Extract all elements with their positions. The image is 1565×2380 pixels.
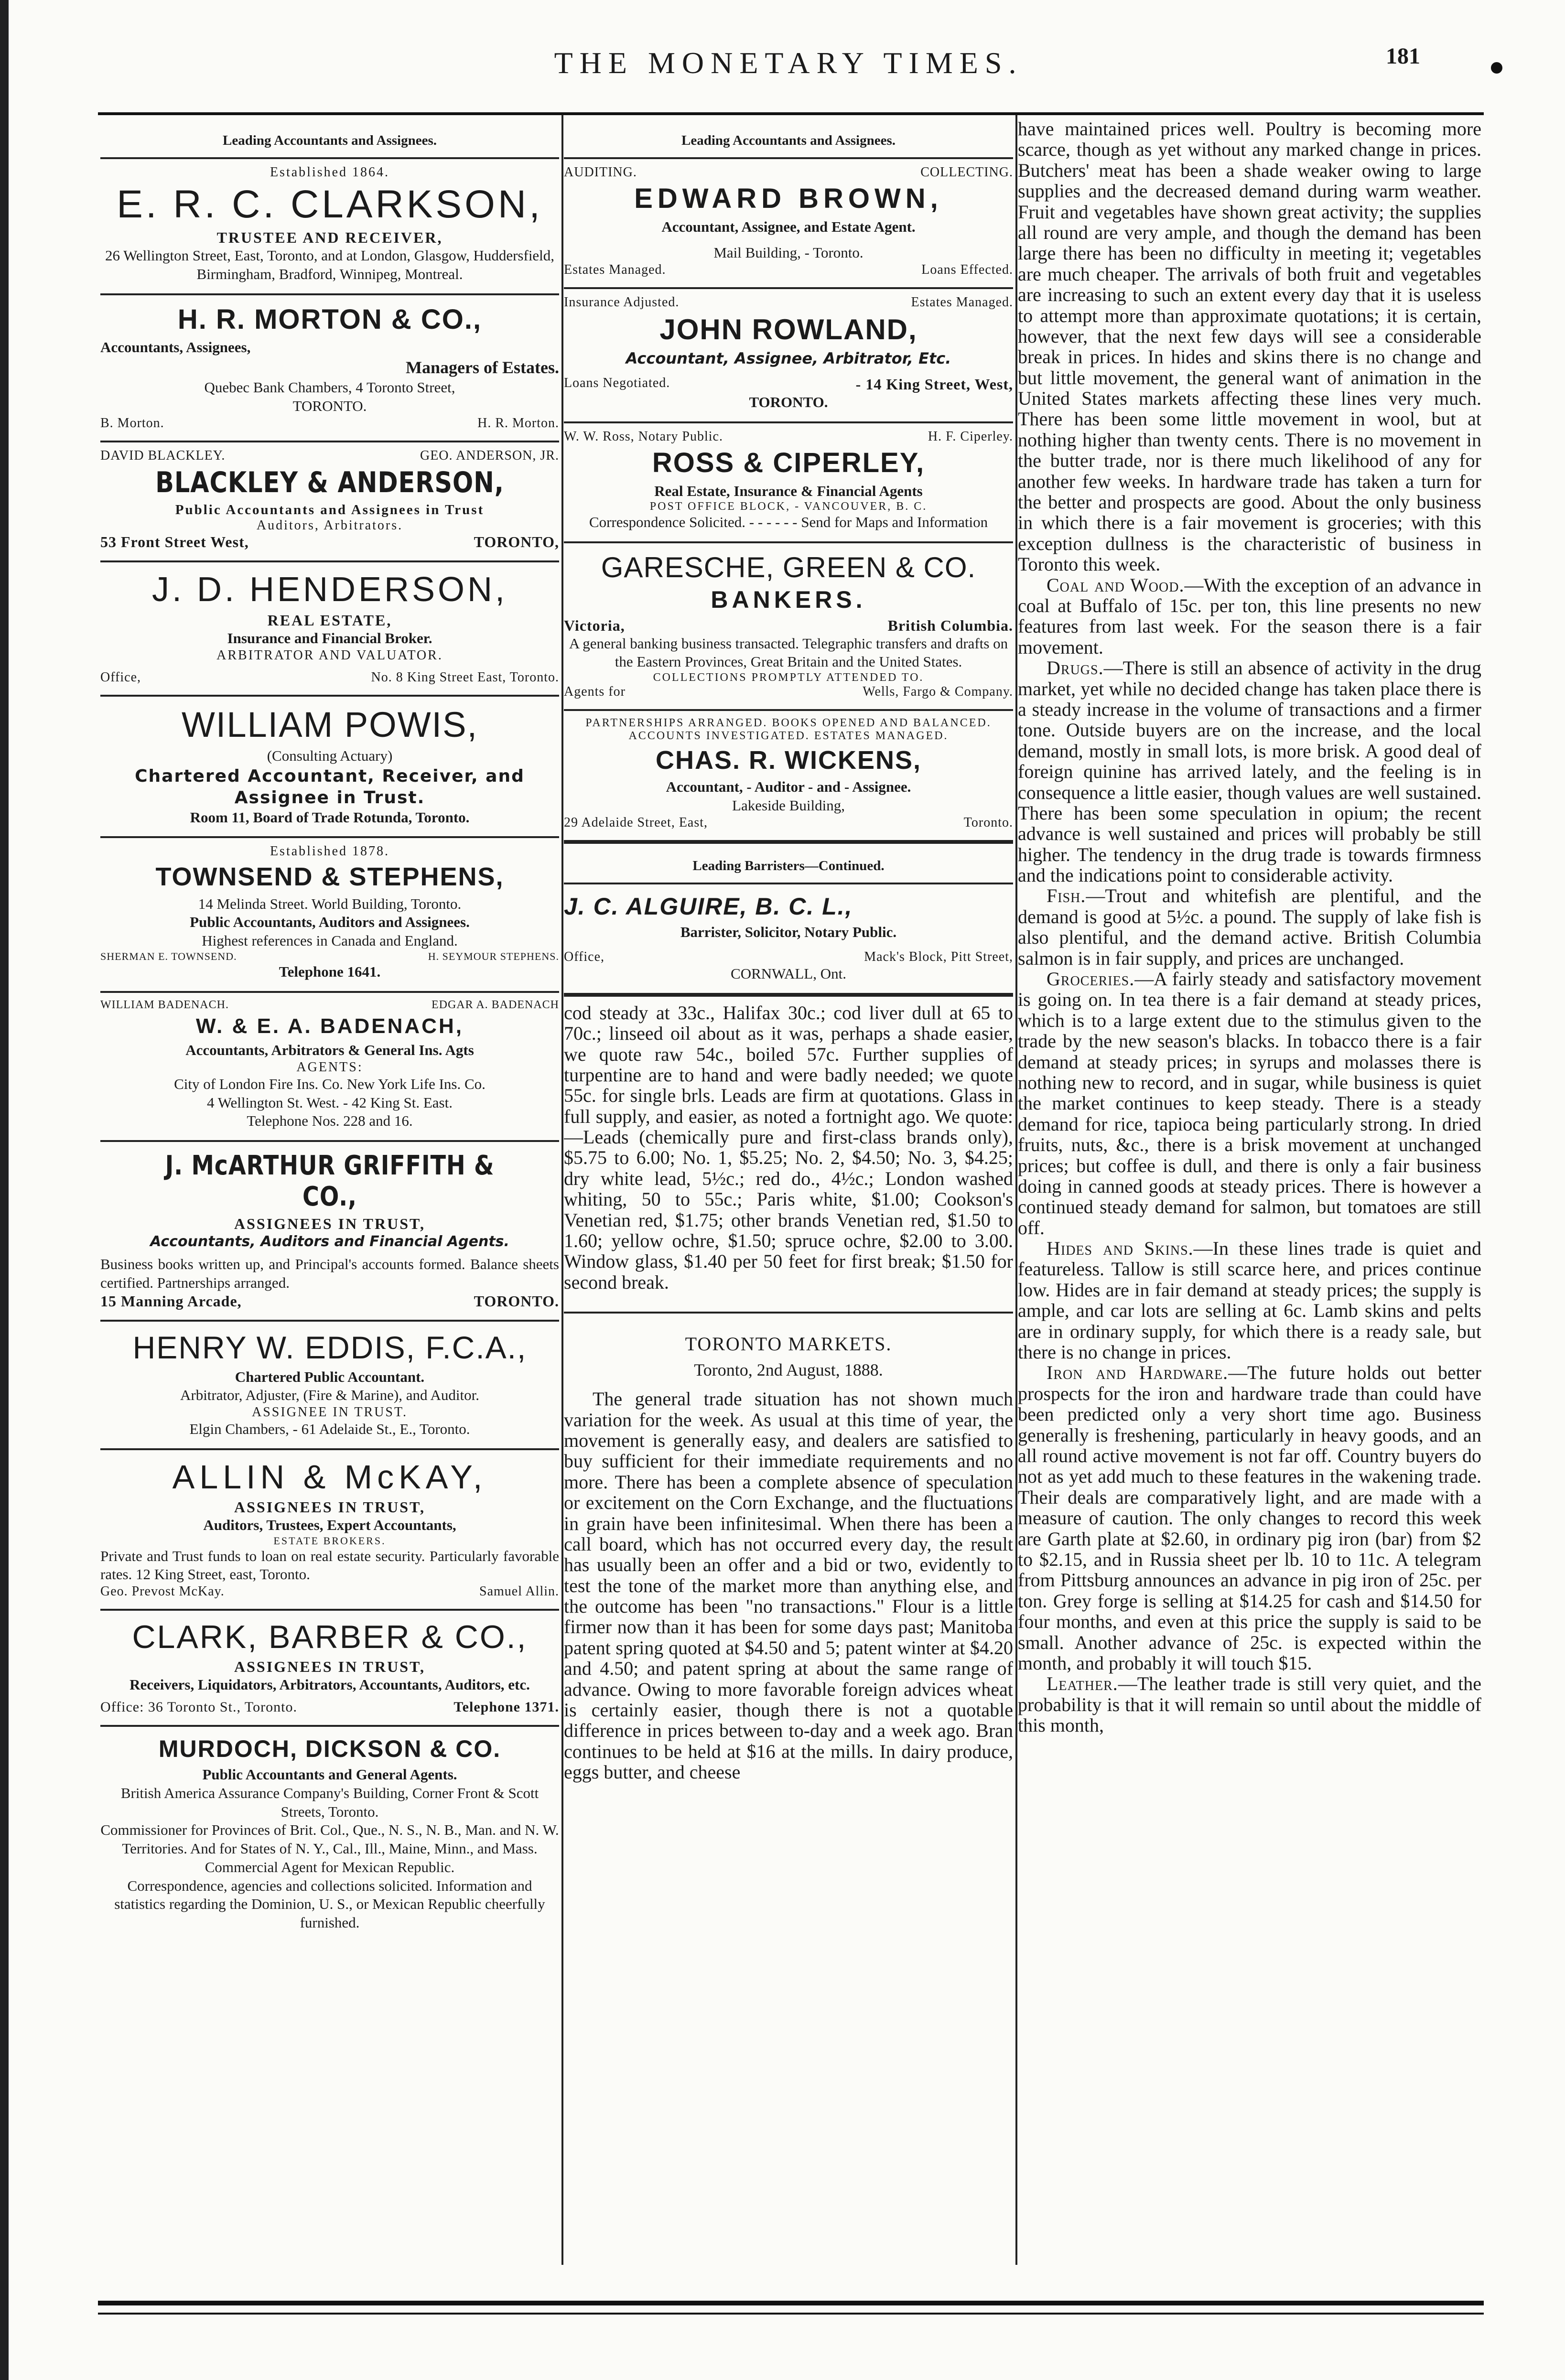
article-text: —With the exception of an advance in coal at Buffalo of 15c. per ton, this line presents no new features from last week. For the season there is a fair movement. bbox=[1018, 574, 1481, 658]
ad-murdoch bbox=[100, 1727, 559, 1942]
ad-phone: Telephone 1371. bbox=[453, 1699, 559, 1715]
ad-text: Business books written up, and Principal's accounts formed. Balance sheets certified. Partnerships arranged. bbox=[100, 1256, 559, 1292]
ad-address: Quebec Bank Chambers, 4 Toronto Street, bbox=[204, 379, 455, 396]
section-label: Coal and Wood. bbox=[1047, 574, 1185, 596]
ad-name: ALLIN & McKAY, bbox=[172, 1458, 487, 1496]
section-heading: Leading Accountants and Assignees. bbox=[223, 133, 437, 148]
ad-label: Agents for bbox=[564, 684, 626, 700]
column-divider bbox=[561, 115, 563, 2265]
ad-text: PARTNERSHIPS ARRANGED. BOOKS OPENED AND BALANCED. ACCOUNTS INVESTIGATED. ESTATES MANAGED. bbox=[585, 717, 992, 743]
ad-role: Auditors, Arbitrators. bbox=[256, 517, 403, 533]
top-rule bbox=[98, 112, 1484, 115]
ad-role: ASSIGNEES IN TRUST, bbox=[234, 1215, 425, 1232]
ad-name: EDWARD BROWN, bbox=[634, 183, 943, 214]
article-prices bbox=[564, 1002, 1013, 1292]
ad-city: TORONTO, bbox=[474, 533, 559, 550]
ad-phone: Telephone 1641. bbox=[279, 963, 381, 980]
column-2 bbox=[564, 118, 1013, 2269]
ad-role: Arbitrator, Adjuster, (Fire & Marine), and Auditor. bbox=[180, 1387, 479, 1404]
article-text: —The future holds out better prospects for the iron and hardware trade than could have been predicted only a very short time ago. Business generally is freshening, particularly in heavy goods, and an all round active movement is not far off. Country buyers do not as yet add much to these features in the wakening trade. Their deals are comparatively light, and are made with a measure of caution. The only changes to record this week are Garth plate at $2.60, in ordinary pig iron (bar) from $2 to $2.15, and in Russia sheet per lb. 10 to 11c. A telegram from Pittsburg announces an advance in pig iron of 25c. per ton. Grey forge is selling at $14.25 for cash and $14.50 for four months, and even at this price the supply is said to be small. Another advance of 25c. is expected within the month, and probably it will touch $15. bbox=[1018, 1362, 1481, 1674]
ad-address: 4 Wellington St. West. - 42 King St. East. bbox=[207, 1094, 453, 1111]
ad-role: Accountants, Auditors and Financial Agents. bbox=[150, 1233, 509, 1250]
ad-address: POST OFFICE BLOCK, - VANCOUVER, B. C. bbox=[649, 500, 928, 513]
ad-role: ASSIGNEES IN TRUST, bbox=[234, 1498, 425, 1516]
section-label: Drugs. bbox=[1047, 657, 1104, 679]
masthead: THE MONETARY TIMES. bbox=[554, 46, 1023, 80]
ad-address: Lakeside Building, bbox=[732, 797, 845, 814]
ad-label: COLLECTING. bbox=[920, 165, 1013, 180]
ad-established: Established 1864. bbox=[270, 165, 390, 180]
ad-role: Public Accountants, Auditors and Assignees. bbox=[190, 914, 470, 931]
ad-city: CORNWALL, Ont. bbox=[731, 965, 846, 982]
ad-text: COLLECTIONS PROMPTLY ATTENDED TO. bbox=[653, 671, 924, 684]
ad-henderson bbox=[100, 562, 559, 697]
ad-role: ESTATE BROKERS. bbox=[273, 1534, 386, 1547]
ad-role: Accountant, Assignee, and Estate Agent. bbox=[661, 218, 916, 235]
article-title: TORONTO MARKETS. bbox=[564, 1312, 1013, 1355]
ad-partner: Samuel Allin. bbox=[479, 1584, 559, 1599]
column-divider bbox=[1015, 115, 1017, 2265]
ad-partner: H. F. Ciperley. bbox=[928, 429, 1013, 444]
ad-partner: DAVID BLACKLEY. bbox=[100, 448, 226, 463]
bottom-rule bbox=[98, 2313, 1484, 2315]
ad-phone: Telephone Nos. 228 and 16. bbox=[247, 1112, 413, 1130]
ad-badenach bbox=[100, 993, 559, 1142]
section-label: Groceries. bbox=[1047, 968, 1135, 990]
ad-text: British America Assurance Company's Building, Corner Front & Scott Streets, Toronto. bbox=[120, 1784, 539, 1820]
column-1 bbox=[100, 118, 559, 2269]
ad-partner: H. R. Morton. bbox=[477, 415, 559, 431]
ad-name: MURDOCH, DICKSON & CO. bbox=[158, 1735, 501, 1762]
ad-address: No. 8 King Street East, Toronto. bbox=[371, 669, 559, 685]
ad-role: BANKERS. bbox=[711, 586, 866, 614]
article-text: —In these lines trade is quiet and featureless. Tallow is still scarce here, and prices continue low. Hides are in fair demand at steady prices; the supply is ample, and car lots are selling at 6c. Lamb skins and pelts are in ordinary supply, for which there is a ready sale, but there is no change in prices. bbox=[1018, 1238, 1481, 1363]
ad-name: TOWNSEND & STEPHENS, bbox=[155, 862, 504, 892]
ad-address: 14 Melinda Street. World Building, Toronto. bbox=[198, 895, 462, 912]
ad-text: City of London Fire Ins. Co. New York Life Ins. Co. bbox=[174, 1075, 486, 1092]
ad-partner: Geo. Prevost McKay. bbox=[100, 1584, 225, 1599]
ad-garesche bbox=[564, 543, 1013, 711]
ad-role: Chartered Accountant, Receiver, and Assignee in Trust. bbox=[135, 766, 525, 808]
ad-name: J. D. HENDERSON, bbox=[151, 570, 508, 609]
ad-role: Accountants, Assignees, bbox=[100, 339, 251, 356]
ad-role: Public Accountants and Assignees in Trust bbox=[175, 502, 485, 517]
ad-text: A general banking business transacted. Telegraphic transfers and drafts on the Eastern Provinces, Great Britain and the United States. bbox=[569, 635, 1008, 670]
ad-city: British Columbia. bbox=[887, 616, 1013, 634]
ad-label: Estates Managed. bbox=[911, 295, 1013, 310]
ad-name: W. & E. A. BADENACH, bbox=[196, 1014, 464, 1038]
ad-partner: W. W. Ross, Notary Public. bbox=[564, 429, 723, 444]
ad-role: Accountant, Assignee, Arbitrator, Etc. bbox=[626, 349, 951, 368]
ad-city: Victoria, bbox=[564, 616, 625, 634]
ad-label: Wells, Fargo & Company. bbox=[863, 684, 1013, 700]
ad-partner: H. SEYMOUR STEPHENS. bbox=[428, 950, 559, 962]
ad-eddis bbox=[100, 1322, 559, 1450]
ad-address: Room 11, Board of Trade Rotunda, Toronto. bbox=[190, 808, 470, 826]
section-heading: Leading Accountants and Assignees. bbox=[681, 133, 896, 148]
article-continued bbox=[1018, 118, 1481, 1735]
section-label: Hides and Skins. bbox=[1047, 1238, 1194, 1260]
article-text: —The leather trade is still very quiet, and the probability is that it will remain so until about the middle of this month, bbox=[1018, 1673, 1481, 1736]
ad-established: Established 1878. bbox=[270, 844, 390, 859]
ad-role: Public Accountants and General Agents. bbox=[202, 1766, 457, 1783]
ad-role: Managers of Estates. bbox=[406, 358, 559, 377]
ad-role: Chartered Public Accountant. bbox=[235, 1368, 425, 1385]
ad-role: ASSIGNEE IN TRUST. bbox=[252, 1405, 408, 1420]
ink-dot bbox=[1491, 62, 1502, 74]
ad-text: Commissioner for Provinces of Brit. Col., Que., N. S., N. B., Man. and N. W. Territories. And for States of N. Y., Cal., Ill., Maine, Minn., and Mass. Commercial Agent for Mexican Republic. bbox=[100, 1821, 559, 1875]
ad-role: REAL ESTATE, bbox=[267, 611, 392, 629]
ad-name: CHAS. R. WICKENS, bbox=[655, 746, 922, 775]
scan-edge bbox=[0, 0, 9, 2380]
ad-role: ASSIGNEES IN TRUST, bbox=[234, 1658, 425, 1675]
ad-address: 26 Wellington Street, East, Toronto, and at London, Glasgow, Huddersfield, Birmingham, Bradford, Winnipeg, Montreal. bbox=[105, 247, 555, 282]
ad-blackley bbox=[100, 442, 559, 562]
ad-partner: GEO. ANDERSON, JR. bbox=[420, 448, 559, 463]
ad-allin bbox=[100, 1450, 559, 1611]
ad-role: Barrister, Solicitor, Notary Public. bbox=[680, 924, 897, 941]
ad-alguire bbox=[564, 884, 1013, 997]
ad-role: TRUSTEE AND RECEIVER, bbox=[216, 229, 443, 247]
ad-text: Highest references in Canada and England. bbox=[202, 932, 458, 949]
ad-address: - 14 King Street, West, bbox=[855, 376, 1013, 393]
ad-text: Correspondence Solicited. - - - - - - Send for Maps and Information bbox=[589, 514, 988, 531]
section-heading: Leading Barristers—Continued. bbox=[692, 858, 885, 873]
ad-name: J. C. ALGUIRE, B. C. L., bbox=[564, 893, 853, 920]
ad-label: AUDITING. bbox=[564, 165, 637, 180]
ad-label: AGENTS: bbox=[296, 1059, 363, 1075]
ad-partner: B. Morton. bbox=[100, 415, 164, 431]
ad-role: Accountants, Arbitrators & General Ins. Agts bbox=[185, 1042, 474, 1059]
article-dateline: Toronto, 2nd August, 1888. bbox=[694, 1360, 883, 1380]
article-text: The general trade situation has not shown much variation for the week. As usual at this time of year, the movement is generally easy, and dealers are satisfied to buy sufficient for their immediate requirements and no more. There has been a complete absence of speculation or excitement on the Corn Exchange, and the fluctuations in grain have been infinitesimal. When there has been a call board, which has not occurred every day, the result has usually been an offer and a bid or two, evidently to test the tone of the market more than anything else, and the outcome has been "no transactions." Flour is a little firmer now than it has been for some days past; Manitoba patent spring quoted at $4.50 and 5; patent winter at $4.20 and 4.50; and patent spring at about the same range of advance. Owing to more favorable foreign advices wheat is certainly easier, though there is not a quotable difference in prices between to-day and a week ago. Bran continues to be held at $16 at the mills. In dairy produce, eggs butter, and cheese bbox=[564, 1388, 1013, 1783]
bottom-rule bbox=[98, 2301, 1484, 2305]
ad-address: Elgin Chambers, - 61 Adelaide St., E., Toronto. bbox=[189, 1421, 470, 1438]
ad-address: 29 Adelaide Street, East, bbox=[564, 815, 708, 830]
ad-partner: WILLIAM BADENACH. bbox=[100, 998, 229, 1011]
page-number: 181 bbox=[1386, 43, 1420, 69]
ad-name: ROSS & CIPERLEY, bbox=[652, 447, 925, 478]
ad-name: WILLIAM POWIS, bbox=[181, 704, 478, 744]
ad-role: Receivers, Liquidators, Arbitrators, Accountants, Auditors, etc. bbox=[130, 1676, 530, 1693]
ad-subtitle: (Consulting Actuary) bbox=[267, 747, 393, 764]
article-text: —Trout and whitefish are plentiful, and the demand is good at 5½c. a pound. The supply of lake fish is also plentiful, and the demand active. British Columbia salmon is in fair supply, and prices are unchanged. bbox=[1018, 885, 1481, 969]
article-markets bbox=[564, 1389, 1013, 1782]
ad-name: BLACKLEY & ANDERSON, bbox=[155, 465, 504, 499]
ad-label: Insurance Adjusted. bbox=[564, 295, 680, 310]
article-text: cod steady at 33c., Halifax 30c.; cod liver dull at 65 to 70c.; linseed oil about as it was, perhaps a shade easier, we quote raw 54c., boiled 57c. Further supplies of turpentine are to hand and were badly needed; we quote 55c. for single brls. Leads are firm at quotations. Glass in full supply, and easier, as noted a fortnight ago. We quote:—Leads (chemically pure and first-class brands only), $5.75 to 6.00; No. 1, $5.25; No. 2, $4.50; No. 3, $4.25; dry white lead, 5½c.; red do., 4½c.; London washed whiting, 50 to 55c.; Paris white, $1.00; Cookson's Venetian red, $1.75; other brands Venetian red, $1.50 to 1.60; yellow ochre, $1.50; spruce ochre, $2.00 to 3.00. Window glass, $1.40 per 50 feet for first break; $1.50 for second break. bbox=[564, 1002, 1013, 1293]
ad-role: Auditors, Trustees, Expert Accountants, bbox=[203, 1516, 456, 1533]
ad-address: Mack's Block, Pitt Street, bbox=[864, 949, 1013, 964]
ad-city: Toronto. bbox=[963, 815, 1013, 830]
ad-address: 53 Front Street West, bbox=[100, 533, 249, 550]
ad-name: HENRY W. EDDIS, F.C.A., bbox=[132, 1329, 527, 1365]
ad-city: TORONTO. bbox=[749, 394, 828, 411]
ad-name: JOHN ROWLAND, bbox=[659, 313, 917, 346]
article-text: —A fairly steady and satisfactory movement is going on. In tea there is a fair demand at steady prices, which is to a large extent due to the stimulus given to the trade by the new season's blacks. In tobacco there is a fair demand at steady prices; in syrups and molasses there is nothing new to record, and in sugar, while business is quiet the market continues to keep steady. There is a steady demand for rice, tapioca being particularly strong. In dried fruits, nuts, &c., there is a brisk movement at unchanged prices; but coffee is dull, and there is only a fair business doing in canned goods at steady prices. There is however a continued steady demand for salmon, but tomatoes are still off. bbox=[1018, 968, 1481, 1238]
ad-clarkson bbox=[100, 159, 559, 295]
ad-partner: EDGAR A. BADENACH bbox=[431, 998, 559, 1011]
article-text: have maintained prices well. Poultry is becoming more scarce, though as yet without any marked change in prices. Butchers' meat has been a shade weaker owing to large supplies and the decreased demand during warm weather. Fruit and vegetables have shown great activity; the supplies all round are very ample, and though the demand has been large there has been no difficulty in meeting it; vegetables are much cheaper. The arrivals of both fruit and vegetables are increasing to such an extent every day that it is useless to attempt more than approximate quotations; it is certain, however, that the next few days will see a considerable break in prices. In hides and skins there is no change and but little movement, the general want of animation in the United States markets affecting these lines very much. There has been some little movement in wool, but at nothing higher than twenty cents. There is no movement in the butter trade, nor is there much likelihood of any for another few weeks. In hardware trade has taken a turn for the better and prospects are good. About the only business in which there is a fair movement is groceries; with this exception dullness is the characteristic of business in Toronto this week. bbox=[1018, 118, 1481, 575]
ad-clark bbox=[100, 1611, 559, 1727]
section-label: Leather. bbox=[1047, 1673, 1118, 1695]
ad-role: Accountant, - Auditor - and - Assignee. bbox=[666, 778, 911, 796]
ad-rowland bbox=[564, 289, 1013, 423]
ad-name: GARESCHE, GREEN & CO. bbox=[601, 551, 976, 584]
ad-city: TORONTO. bbox=[474, 1292, 559, 1310]
ad-role: Real Estate, Insurance & Financial Agents bbox=[654, 482, 923, 499]
ad-office: Office: 36 Toronto St., Toronto. bbox=[100, 1699, 297, 1715]
article-text: —There is still an absence of activity in the drug market, yet while no decided change has taken place there is a steady increase in the volume of transactions and a firmer tone. Outside buyers are on the increase, and the local demand, mostly in small lots, is more brisk. A good deal of foreign quinine has arrived lately, and the feeling is in consequence a little easier, though values are well sustained. There has been some speculation in opium; the recent advance is well sustained and prices will probably be still higher. The tendency in the drug trade is towards firmness and the indications point to considerable activity. bbox=[1018, 657, 1481, 886]
ad-label: Loans Effected. bbox=[921, 262, 1013, 278]
ad-partner: SHERMAN E. TOWNSEND. bbox=[100, 950, 237, 962]
ad-text: Correspondence, agencies and collections solicited. Information and statistics regarding the Dominion, U. S., or Mexican Republic cheerfully furnished. bbox=[114, 1877, 545, 1931]
ad-morton bbox=[100, 295, 559, 442]
ad-role: Insurance and Financial Broker. bbox=[227, 629, 432, 646]
ad-name: J. McARTHUR GRIFFITH & CO., bbox=[165, 1150, 495, 1212]
ad-label: Estates Managed. bbox=[564, 262, 666, 278]
ad-wickens bbox=[564, 711, 1013, 844]
ad-text: Private and Trust funds to loan on real estate security. Particularly favorable rates. 12 King Street, east, Toronto. bbox=[100, 1547, 559, 1583]
ad-label: Loans Negotiated. bbox=[564, 376, 670, 391]
section-label: Fish. bbox=[1047, 885, 1086, 907]
ad-office: Office, bbox=[564, 949, 604, 964]
ad-name: H. R. MORTON & CO., bbox=[177, 303, 482, 335]
ad-ross bbox=[564, 423, 1013, 543]
ad-address: 15 Manning Arcade, bbox=[100, 1292, 242, 1310]
column-3 bbox=[1018, 118, 1481, 2269]
ad-name: CLARK, BARBER & CO., bbox=[132, 1619, 528, 1656]
ad-role: ARBITRATOR AND VALUATOR. bbox=[216, 647, 443, 663]
ad-city: TORONTO. bbox=[292, 397, 367, 414]
ad-address: Mail Building, - Toronto. bbox=[713, 244, 863, 261]
ad-townsend bbox=[100, 838, 559, 992]
ad-name: E. R. C. CLARKSON, bbox=[117, 183, 543, 226]
ad-office: Office, bbox=[100, 669, 141, 685]
ad-griffith bbox=[100, 1142, 559, 1322]
section-label: Iron and Hardware. bbox=[1047, 1362, 1229, 1384]
ad-powis bbox=[100, 697, 559, 839]
ad-brown bbox=[564, 159, 1013, 289]
